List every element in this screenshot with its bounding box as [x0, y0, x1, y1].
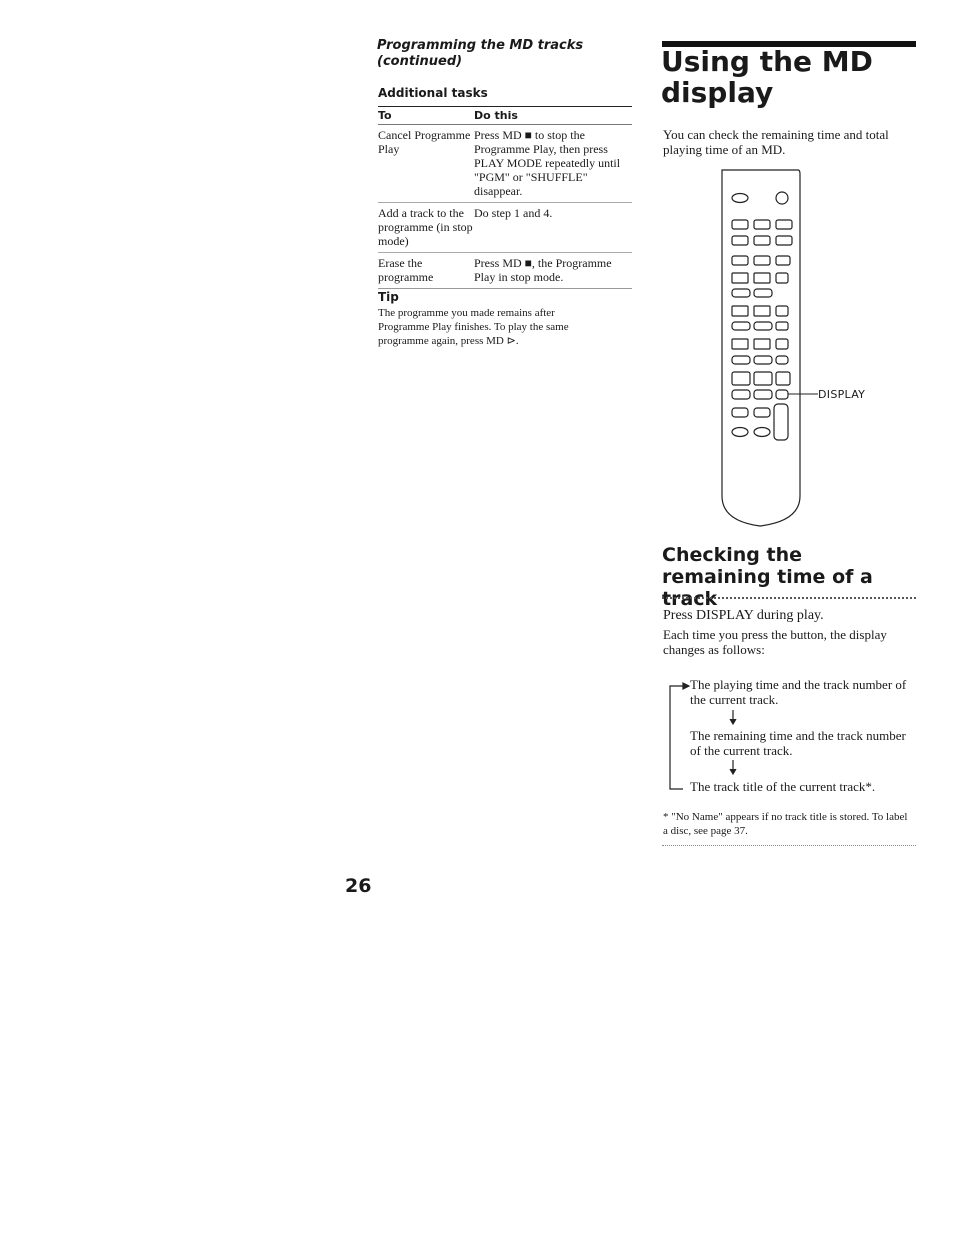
page-number: 26: [345, 875, 372, 897]
task-action: Press MD ■ to stop the Programme Play, then press PLAY MODE repeatedly until "PGM" or "SHUFFLE" disappear.: [474, 128, 621, 198]
task-name: Cancel Programme Play: [378, 128, 471, 156]
additional-tasks-table: [378, 106, 632, 289]
task-name: Add a track to the programme (in stop mode): [378, 206, 473, 248]
col-header-do-this: Do this: [474, 109, 518, 122]
subsection-title: Checking the remaining time of a track: [662, 544, 873, 610]
table-row: [378, 253, 632, 289]
task-action: Press MD ■, the Programme Play in stop mode.: [474, 256, 612, 284]
instruction-text: Press DISPLAY during play.: [663, 608, 824, 623]
display-button: [776, 390, 788, 399]
display-cycle-step-3: The track title of the current track*.: [690, 779, 876, 794]
display-cycle-step-1: The playing time and the track number of the current track.: [690, 677, 907, 707]
footnote-rule: [662, 845, 916, 846]
tip-text: The programme you made remains after Programme Play finishes. To play the same programme again, press MD ⊳.: [378, 307, 569, 347]
display-callout-label: DISPLAY: [818, 388, 866, 401]
running-head: Programming the MD tracks (continued): [377, 38, 584, 69]
jog-icon: [776, 192, 788, 204]
task-name: Erase the programme: [378, 256, 434, 284]
display-cycle-step-2: The remaining time and the track number of the current track.: [690, 728, 906, 758]
remote-control-illustration: [718, 166, 818, 540]
section-title: Using the MD display: [661, 45, 873, 109]
description-text: Each time you press the button, the display changes as follows:: [663, 627, 887, 657]
intro-text: You can check the remaining time and total playing time of an MD.: [663, 127, 889, 157]
footnote: * "No Name" appears if no track title is stored. To label a disc, see page 37.: [663, 811, 908, 837]
task-action: Do step 1 and 4.: [474, 206, 553, 220]
table-row: [378, 203, 632, 253]
subsection-rule: [662, 597, 916, 599]
power-icon: [732, 194, 748, 203]
table-row: [378, 125, 632, 203]
col-header-to: To: [378, 109, 392, 122]
tip-heading: Tip: [378, 290, 399, 304]
additional-tasks-heading: Additional tasks: [378, 86, 488, 100]
loop-arrow-icon: [683, 683, 689, 689]
table-header: [378, 106, 632, 125]
loop-back-line: [670, 686, 686, 789]
